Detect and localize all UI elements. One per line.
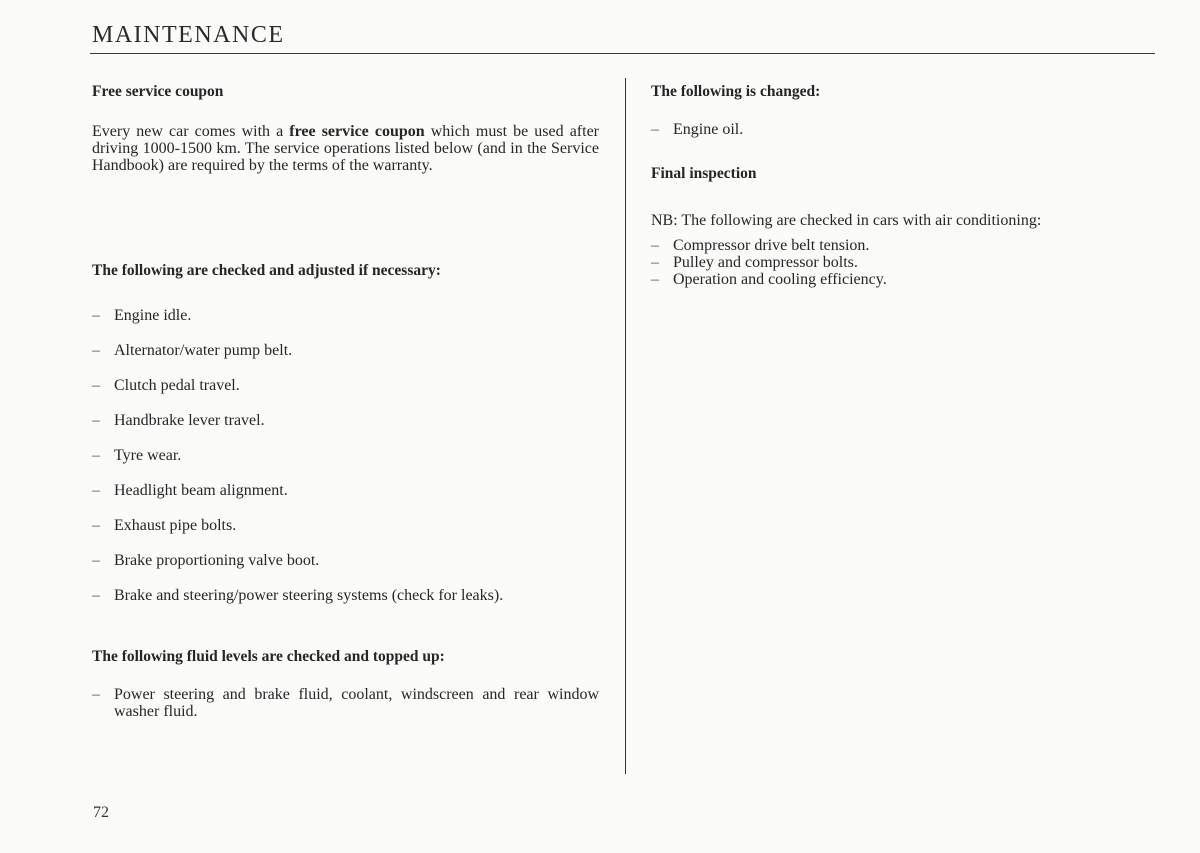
list-item: – Clutch pedal travel. [92,377,599,394]
coupon-text-start: Every new car comes with a [92,123,290,140]
list-item: – Power steering and brake fluid, coolant, windscreen and rear window washer fluid. [92,686,599,720]
page-title: MAINTENANCE [92,22,285,48]
coupon-text-end: which must be used after driving 1000-1500 km. The service operations listed below (and in the Service Handbook) are required by the terms of the warranty. [92,123,599,174]
changed-heading: The following is changed: [651,83,821,100]
title-rule [90,53,1155,54]
right-column [651,83,1161,288]
final-inspection-heading: Final inspection [651,165,757,182]
list-item: – Exhaust pipe bolts. [92,517,599,534]
list-item: – Handbrake lever travel. [92,412,599,429]
list-item: – Operation and cooling efficiency. [651,271,1161,288]
page-number: 72 [93,804,109,821]
list-item: – Tyre wear. [92,447,599,464]
changed-list [651,121,1161,138]
nb-paragraph: NB: The following are checked in cars with air conditioning: [651,212,1042,229]
left-column [92,83,599,720]
checked-list [92,307,599,604]
list-item: – Brake proportioning valve boot. [92,552,599,569]
coupon-paragraph [92,123,599,174]
checked-heading: The following are checked and adjusted if necessary: [92,262,441,279]
column-divider [625,78,626,774]
list-item: – Engine idle. [92,307,599,324]
coupon-text-bold: free service coupon [289,123,425,140]
fluid-list [92,686,599,720]
ac-list [651,237,1161,288]
coupon-heading: Free service coupon [92,83,224,100]
list-item: – Compressor drive belt tension. [651,237,1161,254]
list-item: – Headlight beam alignment. [92,482,599,499]
fluid-heading: The following fluid levels are checked and topped up: [92,648,445,665]
list-item: – Pulley and compressor bolts. [651,254,1161,271]
list-item: – Brake and steering/power steering systems (check for leaks). [92,587,599,604]
list-item: – Engine oil. [651,121,1161,138]
list-item: – Alternator/water pump belt. [92,342,599,359]
